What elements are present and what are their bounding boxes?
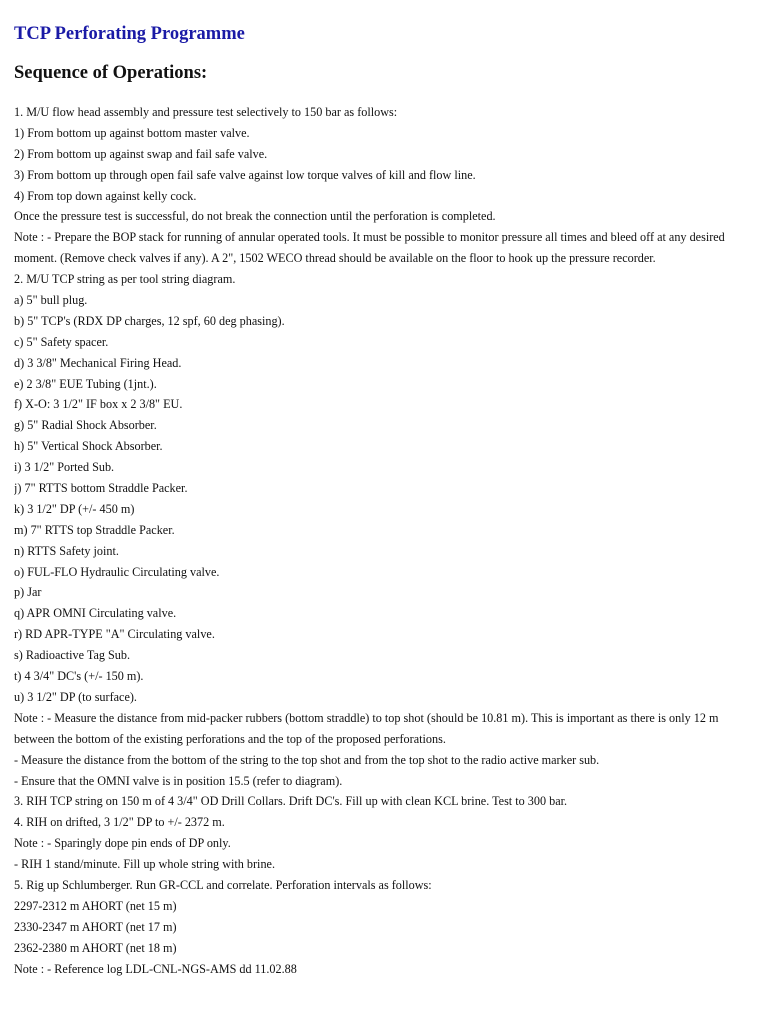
text-line: i) 3 1/2" Ported Sub. [14, 460, 115, 475]
text-line: 2330-2347 m AHORT (net 17 m) [14, 919, 177, 934]
text-line: - RIH 1 stand/minute. Fill up whole string with brine. [14, 857, 275, 872]
document-page [14, 20, 754, 979]
section-heading: Sequence of Operations: [14, 63, 208, 83]
text-line: Note : - Measure the distance from mid-packer rubbers (bottom straddle) to top shot (should be 10.81 m). This is important as there is only 12 m [14, 710, 719, 725]
document-body [14, 102, 754, 979]
text-line: Once the pressure test is successful, do not break the connection until the perforation is completed. [14, 209, 496, 224]
text-line: p) Jar [14, 585, 42, 600]
text-line: moment. (Remove check valves if any). A 2", 1502 WECO thread should be available on the floor to hook up the pressure recorder. [14, 251, 656, 266]
text-line: 2362-2380 m AHORT (net 18 m) [14, 940, 177, 955]
text-line: - Measure the distance from the bottom of the string to the top shot and from the top shot to the radio active marker sub. [14, 752, 600, 767]
text-line: o) FUL-FLO Hydraulic Circulating valve. [14, 564, 220, 579]
text-line: 1. M/U flow head assembly and pressure test selectively to 150 bar as follows: [14, 105, 398, 119]
text-line: Note : - Reference log LDL-CNL-NGS-AMS dd 11.02.88 [14, 961, 297, 976]
text-line: q) APR OMNI Circulating valve. [14, 606, 177, 621]
text-line: t) 4 3/4" DC's (+/- 150 m). [14, 669, 144, 684]
text-line: between the bottom of the existing perforations and the top of the proposed perforations. [14, 731, 446, 746]
text-line: Note : - Prepare the BOP stack for running of annular operated tools. It must be possible to monitor pressure all times and bleed off at any desired [14, 230, 725, 245]
text-line: u) 3 1/2" DP (to surface). [14, 689, 137, 704]
text-line: k) 3 1/2" DP (+/- 450 m) [14, 501, 135, 516]
text-line: - Ensure that the OMNI valve is in position 15.5 (refer to diagram). [14, 773, 343, 788]
text-line: d) 3 3/8" Mechanical Firing Head. [14, 355, 182, 370]
text-line: g) 5" Radial Shock Absorber. [14, 418, 157, 433]
text-line: r) RD APR-TYPE "A" Circulating valve. [14, 627, 215, 642]
text-line: s) Radioactive Tag Sub. [14, 648, 131, 663]
text-line: c) 5" Safety spacer. [14, 334, 109, 349]
text-line: 1) From bottom up against bottom master valve. [14, 125, 250, 140]
text-line: m) 7" RTTS top Straddle Packer. [14, 522, 175, 537]
text-line: 2297-2312 m AHORT (net 15 m) [14, 898, 177, 913]
document-title: TCP Perforating Programme [14, 24, 245, 44]
text-line: a) 5" bull plug. [14, 293, 88, 308]
text-line: 4) From top down against kelly cock. [14, 188, 197, 203]
text-line: 2. M/U TCP string as per tool string diagram. [14, 272, 236, 287]
text-line: f) X-O: 3 1/2" IF box x 2 3/8" EU. [14, 397, 183, 412]
text-line: 2) From bottom up against swap and fail safe valve. [14, 146, 268, 161]
text-line: 5. Rig up Schlumberger. Run GR-CCL and correlate. Perforation intervals as follows: [14, 877, 432, 892]
text-line: Note : - Sparingly dope pin ends of DP only. [14, 836, 231, 851]
text-line: 3. RIH TCP string on 150 m of 4 3/4" OD Drill Collars. Drift DC's. Fill up with clean KCL brine. Test to 300 bar. [14, 794, 568, 809]
text-line: b) 5" TCP's (RDX DP charges, 12 spf, 60 deg phasing). [14, 313, 285, 328]
text-line: n) RTTS Safety joint. [14, 543, 119, 558]
text-line: e) 2 3/8" EUE Tubing (1jnt.). [14, 376, 157, 391]
text-line: 4. RIH on drifted, 3 1/2" DP to +/- 2372 m. [14, 815, 225, 830]
text-line: j) 7" RTTS bottom Straddle Packer. [14, 481, 188, 496]
text-line: 3) From bottom up through open fail safe valve against low torque valves of kill and flow line. [14, 167, 476, 182]
text-line: h) 5" Vertical Shock Absorber. [14, 439, 163, 454]
